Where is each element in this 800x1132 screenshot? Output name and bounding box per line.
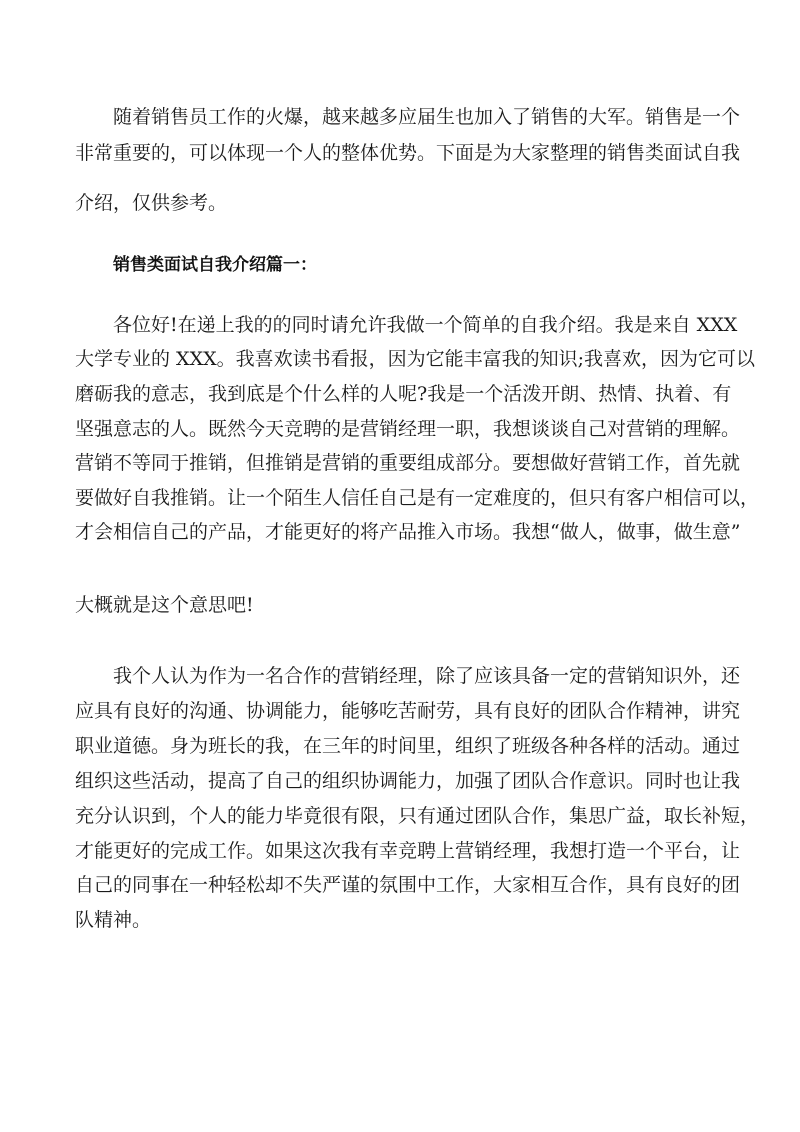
text-line: 我个人认为作为一名合作的营销经理，除了应该具备一定的营销知识外，还: [113, 665, 741, 687]
text-line: 大概就是这个意思吧!: [75, 594, 254, 616]
text-line: 介绍，仅供参考。: [75, 192, 228, 214]
text-line: 各位好!在递上我的的同时请允许我做一个简单的自我介绍。我是来自 XXX: [113, 314, 738, 336]
text-line: 随着销售员工作的火爆，越来越多应届生也加入了销售的大军。销售是一个: [113, 106, 741, 128]
text-line: 应具有良好的沟通、协调能力，能够吃苦耐劳，具有良好的团队合作精神，讲究: [75, 700, 741, 722]
section-heading: 销售类面试自我介绍篇一：: [113, 255, 317, 275]
text-line: 要做好自我推销。让一个陌生人信任自己是有一定难度的，但只有客户相信可以，: [75, 487, 760, 509]
text-line: 才能更好的完成工作。如果这次我有幸竞聘上营销经理，我想打造一个平台，让: [75, 840, 741, 862]
text-line: 大学专业的 XXX。我喜欢读书看报，因为它能丰富我的知识;我喜欢，因为它可以: [75, 348, 756, 370]
text-line: 坚强意志的人。既然今天竞聘的是营销经理一职，我想谈谈自己对营销的理解。: [75, 418, 741, 440]
text-line: 队精神。: [75, 909, 152, 931]
text-line: 才会相信自己的产品，才能更好的将产品推入市场。我想“做人，做事，做生意”: [75, 521, 741, 543]
text-line: 磨砺我的意志，我到底是个什么样的人呢?我是一个活泼开朗、热情、执着、有: [75, 383, 732, 405]
text-line: 非常重要的，可以体现一个人的整体优势。下面是为大家整理的销售类面试自我: [75, 142, 741, 164]
text-line: 职业道德。身为班长的我，在三年的时间里，组织了班级各种各样的活动。通过: [75, 735, 741, 757]
text-line: 营销不等同于推销，但推销是营销的重要组成部分。要想做好营销工作，首先就: [75, 452, 741, 474]
text-line: 自己的同事在一种轻松却不失严谨的氛围中工作，大家相互合作，具有良好的团: [75, 874, 741, 896]
text-line: 组织这些活动，提高了自己的组织协调能力，加强了团队合作意识。同时也让我: [75, 770, 741, 792]
text-line: 充分认识到，个人的能力毕竟很有限，只有通过团队合作，集思广益，取长补短，: [75, 805, 760, 827]
